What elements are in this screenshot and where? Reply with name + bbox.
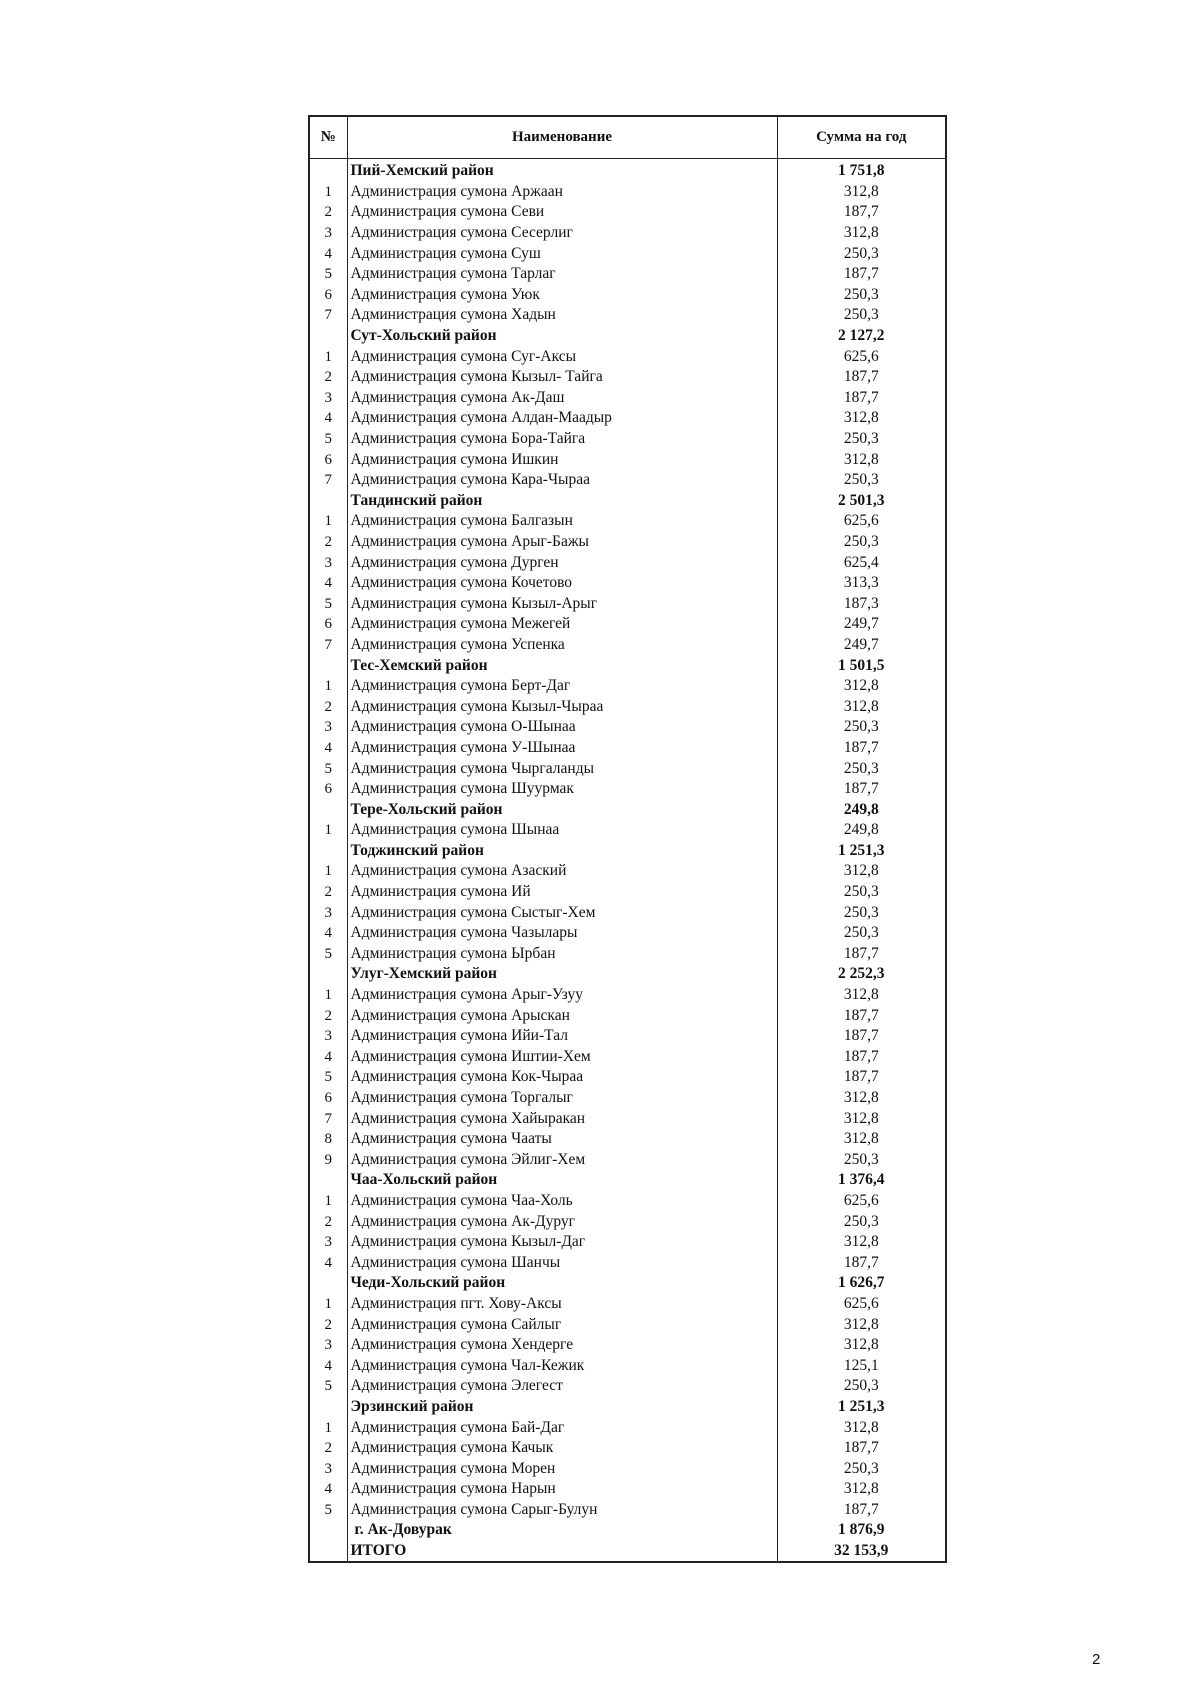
row-name: Администрация сумона Кара-Чыраа	[347, 470, 777, 491]
table-row	[309, 429, 946, 450]
row-name: Администрация сумона Успенка	[347, 635, 777, 656]
row-number	[309, 1170, 347, 1191]
row-sum: 625,6	[777, 1294, 946, 1315]
row-sum: 312,8	[777, 449, 946, 470]
row-number: 6	[324, 1090, 332, 1107]
table-row	[309, 1335, 946, 1356]
row-sum: 312,8	[777, 223, 946, 244]
row-sum: 250,3	[777, 923, 946, 944]
row-number: 5	[324, 1501, 332, 1518]
row-sum: 312,8	[777, 861, 946, 882]
row-number: 7	[324, 636, 332, 653]
row-sum: 187,7	[777, 388, 946, 409]
row-name: Администрация сумона Тарлаг	[347, 264, 777, 285]
table-row	[309, 285, 946, 306]
table-row	[309, 696, 946, 717]
table-row	[309, 532, 946, 553]
row-sum: 249,7	[777, 614, 946, 635]
row-number	[309, 326, 347, 347]
row-sum: 312,8	[777, 676, 946, 697]
row-name: Администрация сумона Кок-Чыраа	[347, 1067, 777, 1088]
row-name: Администрация сумона Иштии-Хем	[347, 1047, 777, 1068]
row-number: 3	[324, 1234, 332, 1251]
table-row	[309, 388, 946, 409]
row-number: 4	[324, 575, 332, 592]
row-name: Администрация сумона Хайыракан	[347, 1108, 777, 1129]
row-sum: 250,3	[777, 1150, 946, 1171]
row-sum: 187,7	[777, 779, 946, 800]
row-number	[309, 964, 347, 985]
row-sum: 187,7	[777, 367, 946, 388]
table-row-subtotal	[309, 1273, 946, 1294]
row-sum: 187,7	[777, 1252, 946, 1273]
row-name: Администрация сумона Морен	[347, 1458, 777, 1479]
row-number: 3	[324, 1028, 332, 1045]
row-number: 1	[324, 348, 332, 365]
table-header-row	[309, 116, 946, 159]
row-name: Чаа-Хольский район	[347, 1170, 777, 1191]
table-row	[309, 182, 946, 203]
table-row	[309, 902, 946, 923]
row-sum: 187,7	[777, 202, 946, 223]
row-name: Чеди-Хольский район	[347, 1273, 777, 1294]
row-sum: 250,3	[777, 429, 946, 450]
row-number: 1	[324, 183, 332, 200]
row-number: 6	[324, 451, 332, 468]
table-row	[309, 1376, 946, 1397]
row-name: Тере-Хольский район	[347, 799, 777, 820]
row-sum: 312,8	[777, 1314, 946, 1335]
row-name: ИТОГО	[347, 1541, 777, 1563]
row-name: Администрация сумона Чазылары	[347, 923, 777, 944]
row-sum: 250,3	[777, 902, 946, 923]
table-row-subtotal	[309, 964, 946, 985]
row-name: Администрация сумона Балгазын	[347, 511, 777, 532]
row-name: Администрация сумона Эйлиг-Хем	[347, 1150, 777, 1171]
header-name: Наименование	[347, 116, 777, 159]
row-name: Администрация сумона Чааты	[347, 1129, 777, 1150]
row-sum: 312,8	[777, 1088, 946, 1109]
row-sum: 250,3	[777, 1211, 946, 1232]
row-number: 3	[324, 904, 332, 921]
row-number: 3	[324, 1460, 332, 1477]
row-number: 1	[324, 513, 332, 530]
row-sum: 125,1	[777, 1355, 946, 1376]
row-sum: 249,8	[777, 820, 946, 841]
row-sum: 187,3	[777, 593, 946, 614]
table-row-subtotal	[309, 1520, 946, 1541]
row-number: 2	[324, 1316, 332, 1333]
header-num: №	[309, 116, 347, 159]
row-number	[309, 1397, 347, 1418]
table-row-subtotal	[309, 326, 946, 347]
row-number: 7	[324, 472, 332, 489]
row-number: 5	[324, 266, 332, 283]
table-row	[309, 861, 946, 882]
row-name: Администрация сумона Дурген	[347, 552, 777, 573]
row-name: Тес-Хемский район	[347, 655, 777, 676]
table-row	[309, 1047, 946, 1068]
row-name: Администрация сумона Чаа-Холь	[347, 1191, 777, 1212]
table-body	[309, 159, 946, 1563]
row-sum: 250,3	[777, 305, 946, 326]
row-number: 1	[324, 678, 332, 695]
row-sum: 250,3	[777, 532, 946, 553]
table-row	[309, 614, 946, 635]
table-row	[309, 223, 946, 244]
row-name: Администрация сумона Азаский	[347, 861, 777, 882]
row-number: 1	[324, 1295, 332, 1312]
row-sum: 313,3	[777, 573, 946, 594]
row-name: Администрация сумона Элегест	[347, 1376, 777, 1397]
row-name: Администрация сумона Шанчы	[347, 1252, 777, 1273]
table-row	[309, 820, 946, 841]
row-name: Администрация сумона Ий	[347, 882, 777, 903]
row-number: 4	[324, 1254, 332, 1271]
row-sum: 32 153,9	[777, 1541, 946, 1563]
table-row	[309, 305, 946, 326]
table-row	[309, 717, 946, 738]
row-number	[309, 491, 347, 512]
row-sum: 625,6	[777, 511, 946, 532]
row-number: 2	[324, 1213, 332, 1230]
table-row	[309, 449, 946, 470]
table-row	[309, 1479, 946, 1500]
row-sum: 249,7	[777, 635, 946, 656]
row-number: 1	[324, 1419, 332, 1436]
row-name: Администрация сумона Уюк	[347, 285, 777, 306]
row-name: Администрация сумона Сесерлиг	[347, 223, 777, 244]
row-number	[309, 655, 347, 676]
table-row	[309, 738, 946, 759]
table-row	[309, 1191, 946, 1212]
row-sum: 1 876,9	[777, 1520, 946, 1541]
row-name: Администрация сумона Кочетово	[347, 573, 777, 594]
row-name: Администрация сумона Берт-Даг	[347, 676, 777, 697]
row-name: Администрация сумона Арыг-Узуу	[347, 985, 777, 1006]
row-number: 4	[324, 245, 332, 262]
row-sum: 250,3	[777, 717, 946, 738]
row-sum: 187,7	[777, 1438, 946, 1459]
table-row	[309, 985, 946, 1006]
row-number: 3	[324, 554, 332, 571]
row-sum: 312,8	[777, 1108, 946, 1129]
table-row	[309, 408, 946, 429]
row-name: Эрзинский район	[347, 1397, 777, 1418]
row-name: Администрация сумона Чал-Кежик	[347, 1355, 777, 1376]
table-row	[309, 1026, 946, 1047]
row-sum: 2 501,3	[777, 491, 946, 512]
row-number: 9	[324, 1151, 332, 1168]
row-name: Администрация сумона Севи	[347, 202, 777, 223]
table-row	[309, 1150, 946, 1171]
row-number: 2	[324, 204, 332, 221]
row-number: 4	[324, 410, 332, 427]
row-name: Администрация сумона Ийи-Тал	[347, 1026, 777, 1047]
row-number	[309, 159, 347, 182]
row-name: Администрация сумона Алдан-Маадыр	[347, 408, 777, 429]
row-name: Администрация сумона Ырбан	[347, 944, 777, 965]
table-row	[309, 1108, 946, 1129]
row-name: Сут-Хольский район	[347, 326, 777, 347]
table-row	[309, 1067, 946, 1088]
row-sum: 250,3	[777, 470, 946, 491]
row-name: Администрация сумона У-Шынаа	[347, 738, 777, 759]
row-name: Пий-Хемский район	[347, 159, 777, 182]
table-row	[309, 1129, 946, 1150]
row-name: г. Ак-Довурак	[347, 1520, 777, 1541]
row-number	[309, 841, 347, 862]
row-name: Администрация сумона Ак-Даш	[347, 388, 777, 409]
row-number: 7	[324, 1110, 332, 1127]
row-number: 4	[324, 925, 332, 942]
row-number: 4	[324, 1357, 332, 1374]
row-sum: 187,7	[777, 944, 946, 965]
table-row	[309, 923, 946, 944]
row-name: Администрация сумона Хендерге	[347, 1335, 777, 1356]
row-number: 5	[324, 945, 332, 962]
header-sum: Сумма на год	[777, 116, 946, 159]
table-row	[309, 676, 946, 697]
table-row	[309, 573, 946, 594]
row-sum: 187,7	[777, 264, 946, 285]
row-name: Администрация пгт. Хову-Аксы	[347, 1294, 777, 1315]
row-sum: 1 251,3	[777, 1397, 946, 1418]
row-name: Администрация сумона Нарын	[347, 1479, 777, 1500]
row-name: Администрация сумона Суг-Аксы	[347, 346, 777, 367]
row-number: 5	[324, 595, 332, 612]
row-sum: 250,3	[777, 1458, 946, 1479]
row-number: 4	[324, 739, 332, 756]
row-number: 6	[324, 616, 332, 633]
table-row	[309, 202, 946, 223]
row-name: Администрация сумона Торгалыг	[347, 1088, 777, 1109]
table-row	[309, 1088, 946, 1109]
table-row	[309, 1458, 946, 1479]
row-name: Администрация сумона Суш	[347, 243, 777, 264]
row-sum: 250,3	[777, 758, 946, 779]
row-number: 5	[324, 1069, 332, 1086]
row-number	[309, 1520, 347, 1541]
table-row-subtotal	[309, 1170, 946, 1191]
row-sum: 1 626,7	[777, 1273, 946, 1294]
row-sum: 250,3	[777, 882, 946, 903]
row-sum: 312,8	[777, 985, 946, 1006]
table-row	[309, 470, 946, 491]
table-row	[309, 243, 946, 264]
row-sum: 312,8	[777, 1417, 946, 1438]
table-row	[309, 1005, 946, 1026]
row-name: Администрация сумона Кызыл-Арыг	[347, 593, 777, 614]
row-sum: 187,7	[777, 1026, 946, 1047]
row-name: Тоджинский район	[347, 841, 777, 862]
row-sum: 312,8	[777, 182, 946, 203]
row-number: 1	[324, 863, 332, 880]
table-row	[309, 264, 946, 285]
row-name: Администрация сумона Сайлыг	[347, 1314, 777, 1335]
row-number: 2	[324, 533, 332, 550]
row-number	[309, 799, 347, 820]
table-row	[309, 1211, 946, 1232]
row-number: 2	[324, 1440, 332, 1457]
row-name: Администрация сумона Кызыл-Даг	[347, 1232, 777, 1253]
row-number: 5	[324, 760, 332, 777]
row-sum: 187,7	[777, 1047, 946, 1068]
row-number: 6	[324, 781, 332, 798]
row-sum: 2 127,2	[777, 326, 946, 347]
row-name: Администрация сумона Кызыл- Тайга	[347, 367, 777, 388]
table-row	[309, 367, 946, 388]
row-sum: 1 751,8	[777, 159, 946, 182]
row-sum: 187,7	[777, 1500, 946, 1521]
row-sum: 1 251,3	[777, 841, 946, 862]
row-name: Администрация сумона Ишкин	[347, 449, 777, 470]
row-sum: 187,7	[777, 1067, 946, 1088]
row-number: 2	[324, 698, 332, 715]
row-sum: 1 501,5	[777, 655, 946, 676]
table-row-subtotal	[309, 491, 946, 512]
table-row-subtotal	[309, 841, 946, 862]
row-sum: 187,7	[777, 738, 946, 759]
row-number: 4	[324, 1481, 332, 1498]
row-number: 1	[324, 987, 332, 1004]
row-name: Администрация сумона Арыскан	[347, 1005, 777, 1026]
row-sum: 250,3	[777, 285, 946, 306]
row-sum: 250,3	[777, 1376, 946, 1397]
table-row	[309, 1500, 946, 1521]
row-name: Администрация сумона Бай-Даг	[347, 1417, 777, 1438]
row-number: 1	[324, 1192, 332, 1209]
row-name: Администрация сумона Ак-Дуруг	[347, 1211, 777, 1232]
table-row	[309, 1252, 946, 1273]
table-row	[309, 1438, 946, 1459]
row-sum: 312,8	[777, 408, 946, 429]
row-number: 5	[324, 1378, 332, 1395]
table-row	[309, 635, 946, 656]
row-name: Администрация сумона Качык	[347, 1438, 777, 1459]
row-name: Администрация сумона Бора-Тайга	[347, 429, 777, 450]
row-number: 3	[324, 1337, 332, 1354]
row-sum: 625,6	[777, 346, 946, 367]
table-row	[309, 779, 946, 800]
table-row	[309, 758, 946, 779]
row-number: 2	[324, 1007, 332, 1024]
row-name: Улуг-Хемский район	[347, 964, 777, 985]
table-row	[309, 552, 946, 573]
row-number: 2	[324, 884, 332, 901]
row-name: Тандинский район	[347, 491, 777, 512]
table-row	[309, 1232, 946, 1253]
row-sum: 312,8	[777, 1129, 946, 1150]
table-row	[309, 1417, 946, 1438]
table-row	[309, 511, 946, 532]
table-row	[309, 1314, 946, 1335]
row-name: Администрация сумона Чыргаланды	[347, 758, 777, 779]
table-row	[309, 944, 946, 965]
row-number: 5	[324, 431, 332, 448]
row-name: Администрация сумона Межегей	[347, 614, 777, 635]
row-name: Администрация сумона О-Шынаа	[347, 717, 777, 738]
row-number: 6	[324, 286, 332, 303]
row-sum: 312,8	[777, 696, 946, 717]
table-row	[309, 593, 946, 614]
table-row-subtotal	[309, 1397, 946, 1418]
row-name: Администрация сумона Арыг-Бажы	[347, 532, 777, 553]
table-row	[309, 1294, 946, 1315]
table-row-subtotal	[309, 159, 946, 182]
row-name: Администрация сумона Кызыл-Чыраа	[347, 696, 777, 717]
budget-table	[308, 115, 947, 1563]
table-row-subtotal	[309, 1541, 946, 1563]
row-number: 4	[324, 1048, 332, 1065]
row-number: 2	[324, 369, 332, 386]
table-row	[309, 346, 946, 367]
row-sum: 625,4	[777, 552, 946, 573]
row-name: Администрация сумона Сыстыг-Хем	[347, 902, 777, 923]
row-sum: 249,8	[777, 799, 946, 820]
row-sum: 312,8	[777, 1232, 946, 1253]
row-sum: 312,8	[777, 1335, 946, 1356]
row-sum: 2 252,3	[777, 964, 946, 985]
row-name: Администрация сумона Шуурмак	[347, 779, 777, 800]
table-row	[309, 882, 946, 903]
row-sum: 250,3	[777, 243, 946, 264]
row-name: Администрация сумона Сарыг-Булун	[347, 1500, 777, 1521]
row-name: Администрация сумона Шынаа	[347, 820, 777, 841]
row-name: Администрация сумона Аржаан	[347, 182, 777, 203]
row-number: 7	[324, 307, 332, 324]
row-number: 3	[324, 389, 332, 406]
row-number: 8	[324, 1131, 332, 1148]
row-number	[309, 1541, 347, 1563]
row-sum: 1 376,4	[777, 1170, 946, 1191]
row-sum: 312,8	[777, 1479, 946, 1500]
table-row-subtotal	[309, 655, 946, 676]
row-number: 3	[324, 719, 332, 736]
page-number: 2	[1092, 1651, 1101, 1668]
row-sum: 625,6	[777, 1191, 946, 1212]
row-number	[309, 1273, 347, 1294]
table-row-subtotal	[309, 799, 946, 820]
row-number: 3	[324, 225, 332, 242]
table-row	[309, 1355, 946, 1376]
row-name: Администрация сумона Хадын	[347, 305, 777, 326]
row-sum: 187,7	[777, 1005, 946, 1026]
row-number: 1	[324, 822, 332, 839]
